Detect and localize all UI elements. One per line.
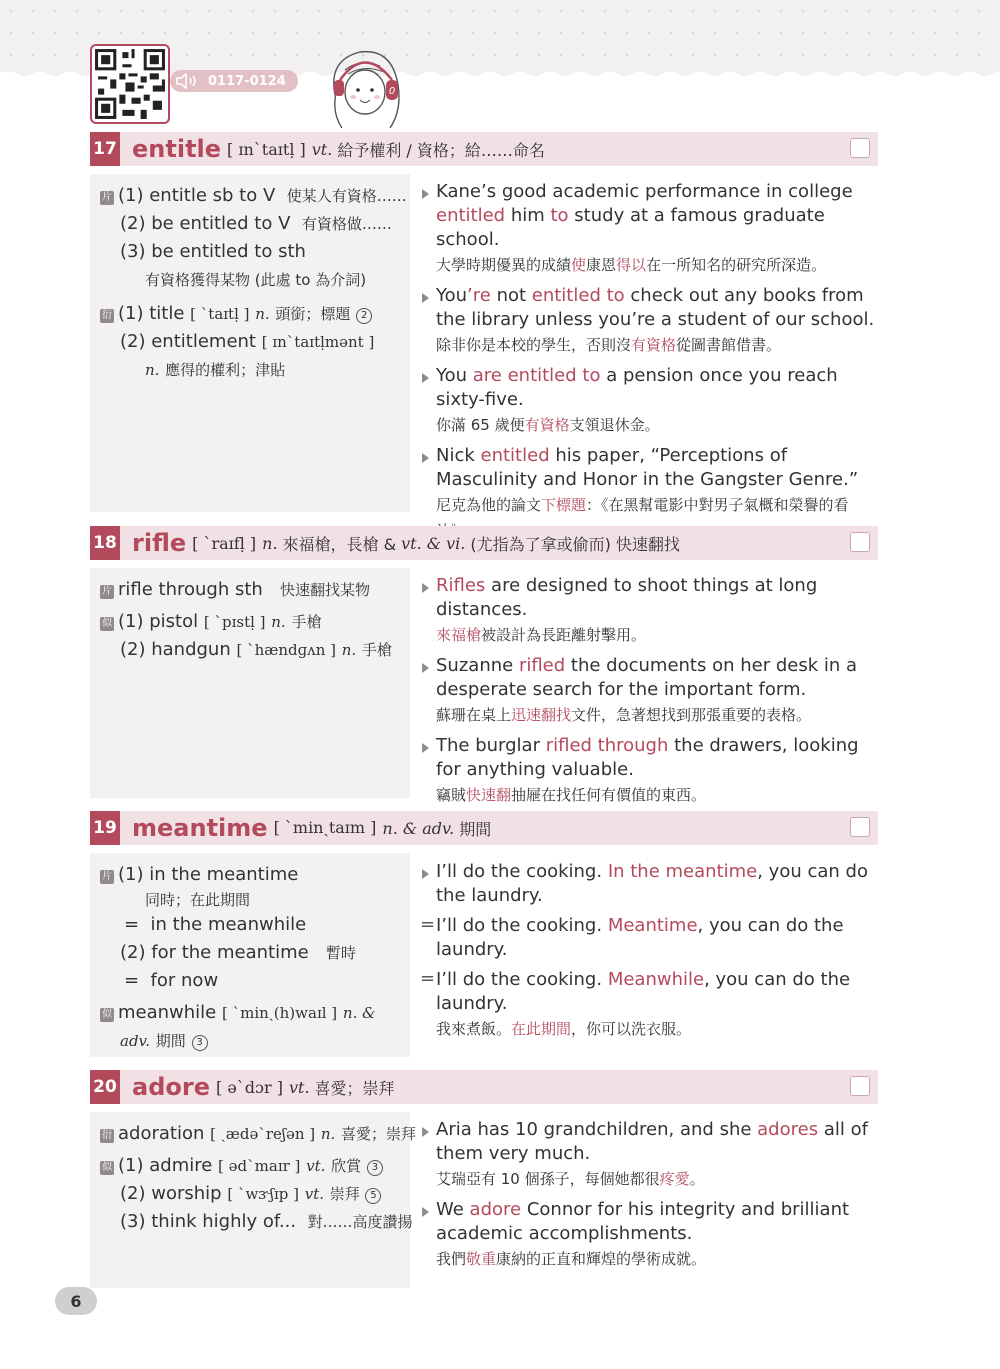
examples-panel [420, 860, 880, 1048]
level-badge: 5 [365, 1188, 381, 1204]
bullet-triangle-icon [422, 189, 429, 199]
audio-track-badge[interactable] [170, 70, 298, 92]
bullet-triangle-icon [422, 869, 429, 879]
entry-notes-panel [90, 1112, 417, 1288]
example-item: You’re not entitled to check out any books from the library unless you’re a student of our school. 除非你是本校的學生，否則沒有資格從圖書館借書。 [420, 284, 880, 358]
similar-tag-icon: 似 [102, 618, 112, 629]
bullet-triangle-icon [422, 293, 429, 303]
equals-sign: = [420, 914, 436, 935]
bullet-triangle-icon [422, 1207, 429, 1217]
entry-notes-panel [90, 853, 410, 1057]
entry-notes-panel [90, 174, 410, 512]
entry-number: 17 [90, 132, 120, 166]
entry-word: rifle [132, 529, 187, 557]
similar-tag-icon: 似 [102, 1009, 112, 1020]
entry-header [90, 132, 878, 166]
example-item: Aria has 10 grandchildren, and she adores all of them very much. 艾瑞亞有 10 個孫子，每個她都很疼愛。 [420, 1118, 880, 1192]
entry-header [90, 811, 878, 845]
level-badge: 3 [367, 1160, 383, 1176]
example-item: = I’ll do the cooking. Meantime, you can do the laundry. [420, 914, 844, 960]
phrase-tag-icon: 片 [102, 586, 112, 597]
similar-line: 似 (1) pistol [ ˋpɪstḷ ] n. 手槍 [102, 611, 322, 632]
example-item: I’ll do the cooking. In the meantime, you can do the laundry. [420, 860, 880, 908]
level-badge: 3 [192, 1035, 208, 1051]
entry-word: meantime [132, 814, 268, 842]
example-item: = I’ll do the cooking. Meanwhile, you can do the laundry. 我來煮飯。在此期間，你可以洗衣服。 [420, 968, 851, 1038]
review-checkbox[interactable] [850, 532, 870, 552]
phrase-line: 片 (1) entitle sb to V 使某人有資格…… [102, 185, 407, 206]
entry-definition: 喜愛；崇拜 [314, 1078, 395, 1098]
phrase-line: 片 (1) in the meantime [102, 864, 299, 885]
similar-line: (2) worship [ ˋwɝʃɪp ] vt. 崇拜 5 [100, 1180, 404, 1208]
example-item: Nick entitled his paper, “Perceptions of Masculinity and Honor in the Gangster Genre.” 尼克為他的論文下標題：《在黑幫電影中對男子氣概和榮譽的看 [420, 444, 880, 544]
entry-definition: 期間 [459, 819, 492, 839]
entry-number: 19 [90, 811, 120, 845]
entry-pos-2: vt. & vi. [401, 533, 466, 553]
phrase-line: (2) be entitled to V 有資格做…… [120, 213, 392, 234]
entry-pronunciation: [ ˋminˏtaɪm ] [273, 818, 377, 837]
phrase-line: (2) for the meantime 暫時 [120, 942, 356, 963]
phrase-tag-icon: 片 [102, 192, 112, 203]
phrase-tag-icon: 片 [102, 871, 112, 882]
phrase-line: = in the meanwhile [124, 914, 307, 935]
entry-definition: 來福槍，長槍 & [282, 534, 397, 554]
examples-panel [420, 574, 880, 814]
similar-line: 似 (1) admire [ ədˋmaɪr ] vt. 欣賞 3 [100, 1152, 404, 1180]
entry-notes-panel [90, 568, 410, 798]
review-checkbox[interactable] [850, 138, 870, 158]
bullet-triangle-icon [422, 743, 429, 753]
example-item: We adore Connor for his integrity and brilliant academic accomplishments. 我們敬重康納的正直和輝煌的學術成就。 [420, 1198, 880, 1272]
entry-number: 20 [90, 1070, 120, 1104]
phrase-line: 同時；在此期間 [145, 891, 251, 909]
example-item: Suzanne rifled the documents on her desk in a desperate search for the important form. 蘇珊在桌上迅速翻找文件，急著想找到那張重要的表格。 [420, 654, 880, 728]
entry-pos: vt. [288, 1077, 310, 1097]
derived-line: n. 應得的權利；津貼 [145, 361, 286, 379]
entry-pos: vt. [311, 139, 333, 159]
similar-line: (2) handgun [ ˋhændɡʌn ] n. 手槍 [120, 639, 392, 660]
similar-line: 似 meanwhile [ ˋminˏ(h)waɪl ] n. & [102, 1002, 376, 1023]
entry-word: adore [132, 1073, 210, 1101]
equals-sign: = [420, 968, 436, 989]
entry-header [90, 526, 878, 560]
example-item: Rifles are designed to shoot things at long distances. 來福槍被設計為長距離射擊用。 [420, 574, 880, 648]
girl-with-headphones-illustration [320, 40, 410, 132]
derived-line: 衍 (1) title [ ˋtaɪtḷ ] n. 頭銜；標題 2 [100, 300, 404, 328]
example-item: The burglar rifled through the drawers, looking for anything valuable. 竊賊快速翻抽屜在找任何有價值的東西。 [420, 734, 880, 808]
entry-pronunciation: [ ˋraɪfḷ ] [192, 533, 257, 553]
similar-tag-icon: 似 [102, 1162, 112, 1173]
bullet-triangle-icon [422, 663, 429, 673]
phrase-line: 片 rifle through sth 快速翻找某物 [102, 579, 371, 600]
bullet-triangle-icon [422, 453, 429, 463]
entry-pronunciation: [ ɪnˋtaɪtḷ ] [227, 139, 306, 159]
entry-number: 18 [90, 526, 120, 560]
phrase-line: (3) be entitled to sth [120, 241, 306, 262]
similar-line: (3) think highly of... 對……高度讚揚 [120, 1211, 413, 1232]
entry-word: entitle [132, 135, 222, 163]
derived-tag-icon: 衍 [102, 310, 112, 321]
entry-definition-2: (尤指為了拿或偷而) 快速翻找 [470, 534, 680, 554]
bullet-triangle-icon [422, 373, 429, 383]
review-checkbox[interactable] [850, 1076, 870, 1096]
phrase-line: = for now [124, 970, 219, 991]
review-checkbox[interactable] [850, 817, 870, 837]
entry-header [90, 1070, 878, 1104]
entry-pos: n. & adv. [382, 818, 455, 838]
qr-pattern [92, 46, 168, 122]
examples-panel [420, 180, 880, 550]
speaker-icon [176, 73, 202, 89]
qr-code-icon[interactable] [90, 44, 170, 124]
similar-line: adv. 期間 3 [100, 1027, 404, 1055]
page-number: 6 [55, 1287, 97, 1315]
phrase-line: 有資格獲得某物 (此處 to 為介詞) [145, 271, 367, 289]
entry-pos: n. [262, 533, 278, 553]
derived-line: 衍 adoration [ ˏædəˋreʃən ] n. 喜愛；崇拜 [102, 1123, 417, 1144]
bullet-triangle-icon [422, 583, 429, 593]
entry-pronunciation: [ əˋdɔr ] [215, 1077, 283, 1097]
derived-tag-icon: 衍 [102, 1130, 112, 1141]
svg-text:0: 0 [388, 86, 396, 97]
example-item: You are entitled to a pension once you reach sixty-five. 你滿 65 歲便有資格支領退休金。 [420, 364, 880, 438]
audio-track-label: 0117-0124 [208, 73, 286, 89]
level-badge: 2 [356, 308, 372, 324]
bullet-triangle-icon [422, 1127, 429, 1137]
entry-definition: 給予權利 / 資格；給……命名 [337, 140, 545, 160]
examples-panel [420, 1118, 880, 1278]
example-item: Kane’s good academic performance in college entitled him to study at a famous graduate school. 大學時期優異的成績使康恩得以在一所知名的研究所深造。 [420, 180, 880, 278]
derived-line: (2) entitlement [ ɪnˋtaɪtḷmənt ] [120, 331, 375, 352]
